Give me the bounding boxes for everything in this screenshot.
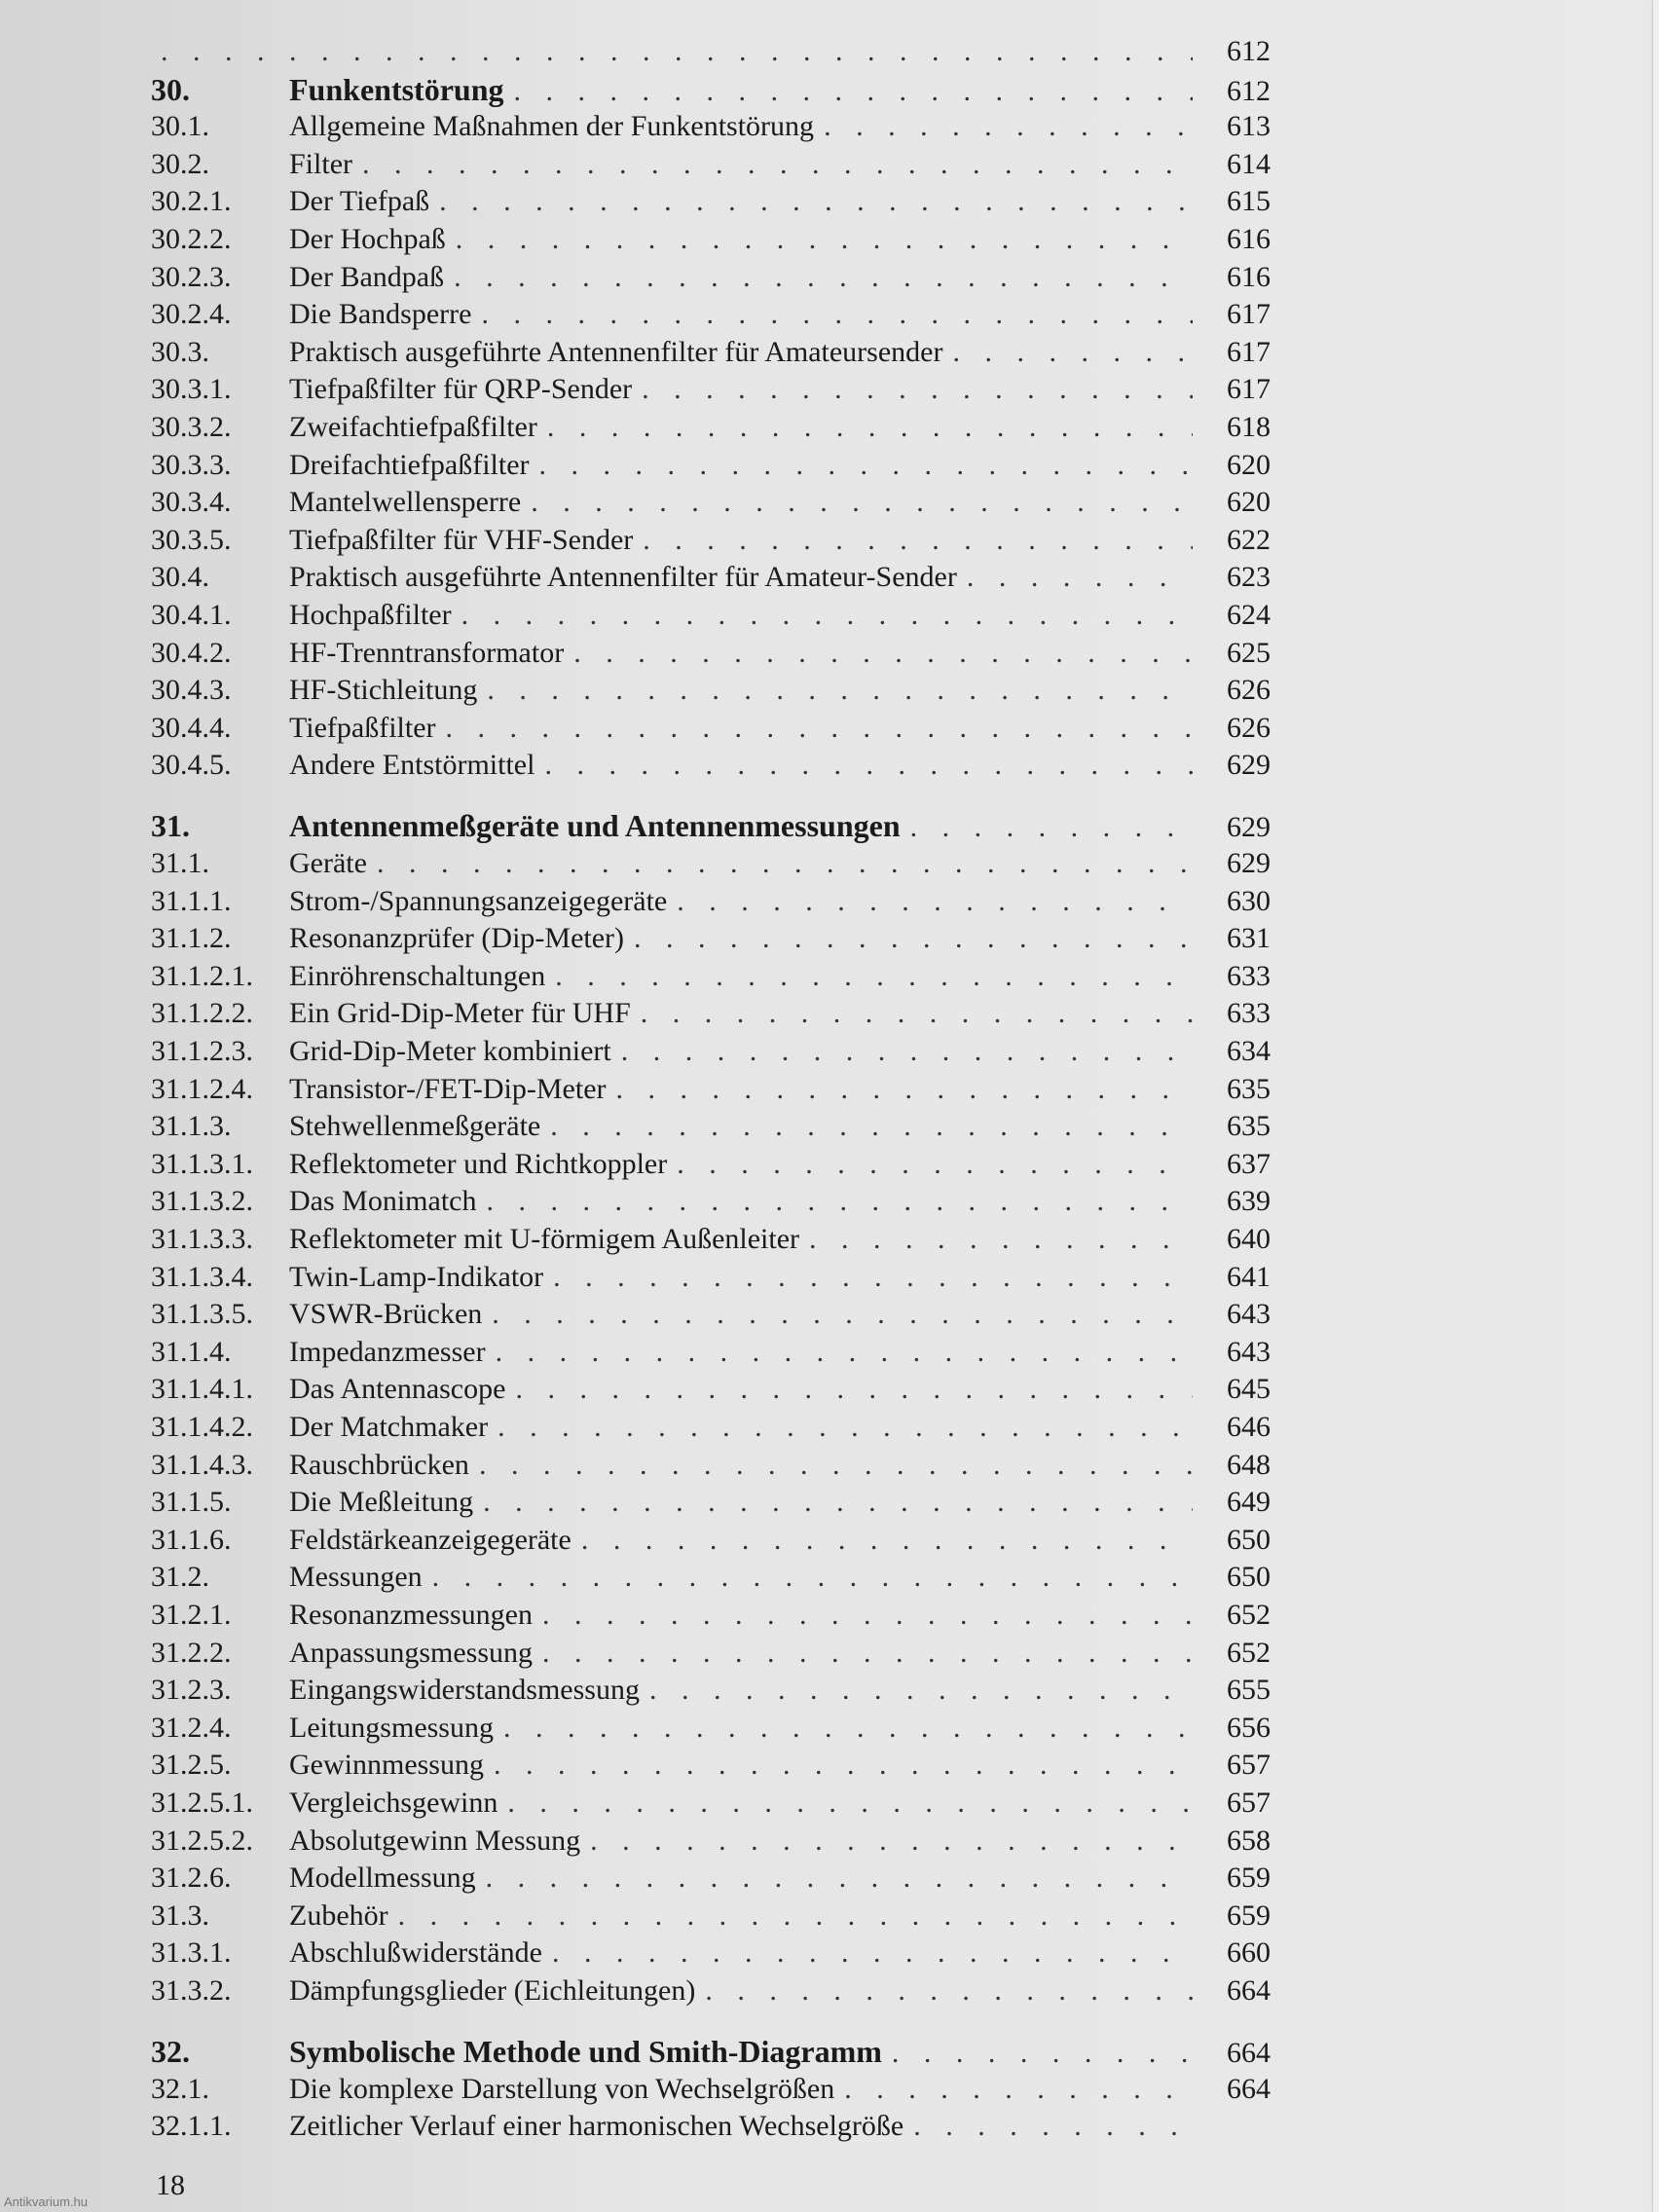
toc-page-number: 630	[1227, 884, 1271, 917]
toc-leader-dots	[844, 2070, 1193, 2109]
toc-page-number: 629	[1227, 847, 1271, 879]
toc-section-title: Zweifachtiefpaßfilter	[289, 411, 537, 443]
toc-row	[151, 1107, 1271, 1146]
toc-section-title: Resonanzprüfer (Dip-Meter)	[289, 922, 625, 955]
toc-leader-dots	[677, 1145, 1193, 1184]
toc-page-number: 658	[1227, 1824, 1271, 1857]
toc-leader-dots	[461, 596, 1193, 635]
toc-section-number: 30.4.4.	[151, 711, 232, 744]
toc-section-number: 31.1.3.	[151, 1110, 232, 1143]
toc-section-number: 31.1.2.3.	[151, 1035, 253, 1067]
toc-section-title: HF-Stichleitung	[289, 674, 478, 707]
toc-section-number: 31.3.	[151, 1899, 209, 1932]
toc-section-title: Twin-Lamp-Indikator	[289, 1260, 544, 1293]
toc-section-title: Funkentstörung	[289, 71, 504, 107]
toc-section-number: 30.2.2.	[151, 223, 232, 255]
toc-row	[151, 446, 1271, 485]
toc-page-number: 629	[1227, 811, 1271, 844]
toc-leader-dots	[634, 919, 1193, 958]
toc-section-number: 31.1.1.	[151, 884, 232, 917]
toc-section-number: 31.1.3.4.	[151, 1260, 253, 1293]
toc-leader-dots	[362, 145, 1193, 184]
toc-page-number: 626	[1227, 674, 1271, 707]
toc-leader-dots	[809, 1220, 1193, 1259]
toc-page-number: 617	[1227, 298, 1271, 331]
toc-page-number: 633	[1227, 997, 1271, 1030]
toc-leader-dots	[439, 182, 1193, 221]
toc-row	[151, 1446, 1271, 1485]
toc-row	[151, 1859, 1271, 1898]
toc-section-number: 31.1.4.2.	[151, 1411, 253, 1443]
toc-section-number: 31.1.2.	[151, 922, 232, 955]
toc-row	[151, 1370, 1271, 1409]
toc-section-title: Einröhrenschaltungen	[289, 959, 546, 992]
toc-section-number: 30.2.	[151, 147, 209, 180]
toc-section-title: Filter	[289, 147, 352, 180]
toc-leader-dots	[492, 1295, 1193, 1334]
toc-row	[151, 521, 1271, 560]
toc-page-number: 664	[1227, 2072, 1271, 2105]
toc-page-number: 620	[1227, 448, 1271, 481]
toc-leader-dots	[553, 1258, 1193, 1297]
toc-section-number: 30.3.3.	[151, 448, 232, 481]
toc-leader-dots	[544, 746, 1193, 785]
toc-section-title: Der Matchmaker	[289, 1411, 489, 1443]
toc-section-number: 30.1.	[151, 110, 209, 143]
toc-row	[151, 1897, 1271, 1936]
toc-row	[151, 1784, 1271, 1823]
toc-page-number: 656	[1227, 1711, 1271, 1744]
toc-section-title: Praktisch ausgeführte Antennenfilter für Amateur-Sender	[289, 561, 957, 594]
toc-page-number: 655	[1227, 1674, 1271, 1707]
toc-section-title: Rauschbrücken	[289, 1448, 469, 1481]
toc-leader-dots	[514, 72, 1194, 111]
toc-row	[151, 145, 1271, 184]
toc-page-number: 633	[1227, 959, 1271, 992]
toc-section-title: Leitungsmessung	[289, 1711, 494, 1744]
toc-page-number: 657	[1227, 1749, 1271, 1782]
toc-row	[151, 1145, 1271, 1184]
toc-section-number: 31.1.4.	[151, 1335, 232, 1368]
toc-row	[151, 1709, 1271, 1748]
toc-leader-dots	[481, 295, 1193, 334]
toc-page-number: 614	[1227, 147, 1271, 180]
toc-page-number: 650	[1227, 1561, 1271, 1594]
toc-leader-dots	[454, 258, 1193, 297]
toc-leader-dots	[913, 2107, 1193, 2146]
toc-row	[151, 333, 1271, 372]
toc-section-number: 31.1.2.2.	[151, 997, 253, 1030]
toc-section-title: Messungen	[289, 1561, 423, 1594]
toc-leader-dots	[824, 107, 1193, 146]
toc-row	[151, 1521, 1271, 1560]
toc-leader-dots	[581, 1521, 1193, 1560]
toc-page-number: 643	[1227, 1335, 1271, 1368]
toc-section-number: 31.1.4.3.	[151, 1448, 253, 1481]
toc-leader-dots	[892, 2034, 1193, 2073]
toc-section-number: 30.4.2.	[151, 636, 232, 669]
toc-leader-dots	[952, 333, 1193, 372]
toc-leader-dots	[542, 1634, 1193, 1673]
toc-section-number: 31.1.	[151, 847, 209, 879]
toc-leader-dots	[503, 1709, 1193, 1748]
watermark: Antikvarium.hu	[4, 2194, 88, 2209]
toc-row	[151, 919, 1271, 958]
toc-row	[151, 1596, 1271, 1635]
toc-row	[151, 1558, 1271, 1597]
toc-section-title: Dämpfungsglieder (Eichleitungen)	[289, 1974, 696, 2007]
toc-section-number: 30.3.	[151, 335, 209, 368]
toc-leader-dots	[398, 1897, 1193, 1936]
toc-leader-dots	[498, 1408, 1193, 1447]
toc-page-number: 615	[1227, 185, 1271, 218]
toc-leader-dots	[446, 709, 1193, 748]
toc-row	[151, 1746, 1271, 1785]
toc-row	[151, 1634, 1271, 1673]
toc-leader-dots	[487, 671, 1193, 710]
toc-row	[151, 596, 1271, 635]
toc-leader-dots	[616, 1070, 1193, 1109]
toc-section-title: Symbolische Methode und Smith-Diagramm	[289, 2034, 882, 2069]
toc-row	[151, 1972, 1271, 2010]
page-edge	[1653, 0, 1659, 2212]
toc-page-number: 650	[1227, 1523, 1271, 1556]
toc-page-number: 634	[1227, 1035, 1271, 1067]
toc-section-title: Tiefpaßfilter für VHF-Sender	[289, 523, 634, 556]
toc-page-number: 639	[1227, 1185, 1271, 1218]
toc-section-number: 30.2.1.	[151, 185, 232, 218]
toc-row	[151, 258, 1271, 297]
toc-page-number: 641	[1227, 1260, 1271, 1293]
toc-page-number: 625	[1227, 636, 1271, 669]
toc-section-title: Modellmessung	[289, 1862, 476, 1895]
toc-row	[151, 882, 1271, 921]
toc-row	[151, 1934, 1271, 1972]
toc-chapter-row	[151, 806, 1271, 845]
toc-leader-dots	[573, 634, 1193, 673]
toc-leader-dots	[643, 521, 1193, 560]
toc-section-number: 31.1.5.	[151, 1486, 232, 1519]
toc-page-number: 629	[1227, 749, 1271, 782]
toc-section-title: Tiefpaßfilter	[289, 711, 436, 744]
toc-section-title: Gewinnmessung	[289, 1749, 484, 1782]
toc-section-title: Absolutgewinn Messung	[289, 1824, 581, 1857]
toc-section-title: Stehwellenmeßgeräte	[289, 1110, 541, 1143]
toc-page-number: 616	[1227, 223, 1271, 255]
toc-section-number: 30.4.5.	[151, 749, 232, 782]
toc-leader-dots	[550, 1107, 1193, 1146]
toc-section-number: 31.3.1.	[151, 1936, 232, 1970]
toc-section-number: 31.	[151, 808, 190, 844]
toc-leader-dots	[486, 1859, 1193, 1898]
toc-leader-dots	[377, 844, 1193, 883]
toc-page-number: 617	[1227, 335, 1271, 368]
toc-row	[151, 408, 1271, 447]
toc-leader-dots	[542, 1596, 1193, 1635]
toc-section-number: 32.	[151, 2034, 190, 2069]
toc-section-number: 31.1.6.	[151, 1523, 232, 1556]
toc-section-title: Die Meßleitung	[289, 1486, 474, 1519]
toc-section-number: 31.2.1.	[151, 1599, 232, 1631]
toc-leader-dots	[483, 1483, 1193, 1522]
toc-section-number: 30.2.4.	[151, 298, 232, 331]
toc-section-title: VSWR-Brücken	[289, 1298, 483, 1331]
toc-leader-dots	[507, 1784, 1193, 1823]
toc-section-title: Feldstärkeanzeigegeräte	[289, 1523, 571, 1556]
toc-leader-dots	[910, 808, 1193, 847]
toc-row	[151, 634, 1271, 673]
toc-section-title: Tiefpaßfilter für QRP-Sender	[289, 373, 633, 406]
toc-leader-dots	[641, 994, 1193, 1033]
toc-leader-dots	[486, 1182, 1193, 1221]
toc-page-number: 623	[1227, 561, 1271, 594]
toc-section-title: Impedanzmesser	[289, 1335, 486, 1368]
toc-section-number: 30.4.3.	[151, 674, 232, 707]
toc-section-number: 30.3.2.	[151, 411, 232, 443]
toc-section-title: Grid-Dip-Meter kombiniert	[289, 1035, 611, 1067]
toc-section-title: Das Monimatch	[289, 1185, 477, 1218]
toc-page-number: 622	[1227, 523, 1271, 556]
toc-chapter-row	[151, 70, 1271, 109]
toc-section-title: Eingangswiderstandsmessung	[289, 1674, 640, 1707]
toc-leader-dots	[967, 558, 1193, 597]
toc-section-title: Geräte	[289, 847, 367, 879]
toc-page-number: 631	[1227, 922, 1271, 955]
toc-leader-dots	[552, 1934, 1193, 1972]
toc-section-title: Strom-/Spannungsanzeigegeräte	[289, 884, 668, 917]
toc-section-title: Anpassungsmessung	[289, 1636, 534, 1669]
toc-row	[151, 1258, 1271, 1297]
toc-row	[151, 1070, 1271, 1109]
toc-section-number: 31.2.5.1.	[151, 1787, 253, 1819]
toc-row	[151, 844, 1271, 883]
toc-section-number: 31.2.6.	[151, 1862, 232, 1895]
toc-leader-dots	[531, 483, 1193, 522]
toc-leader-dots	[547, 408, 1193, 447]
toc-section-title: Dreifachtiefpaßfilter	[289, 448, 530, 481]
toc-page-number: 620	[1227, 486, 1271, 519]
toc-section-title: Resonanzmessungen	[289, 1599, 533, 1631]
toc-section-number: 32.1.1.	[151, 2110, 232, 2143]
toc-section-number: 32.1.	[151, 2072, 209, 2105]
toc-page-number: 646	[1227, 1411, 1271, 1443]
toc-section-title: Die komplexe Darstellung von Wechselgrößen	[289, 2072, 835, 2105]
toc-section-title: Ein Grid-Dip-Meter für UHF	[289, 997, 631, 1030]
toc-row	[151, 370, 1271, 409]
toc-section-number: 31.2.5.2.	[151, 1824, 253, 1857]
toc-leader-dots	[456, 220, 1193, 259]
toc-section-number: 31.1.3.1.	[151, 1147, 253, 1180]
toc-page-number: 613	[1227, 110, 1271, 143]
toc-row	[151, 558, 1271, 597]
toc-section-number: 31.1.3.2.	[151, 1185, 253, 1218]
toc-page-number: 626	[1227, 711, 1271, 744]
toc-section-title: Allgemeine Maßnahmen der Funkentstörung	[289, 110, 815, 143]
toc-leader-dots	[677, 882, 1193, 921]
toc-section-title: Transistor-/FET-Dip-Meter	[289, 1072, 607, 1105]
toc-section-title: Das Antennascope	[289, 1373, 506, 1406]
toc-page-number: 659	[1227, 1862, 1271, 1895]
toc-page-number: 635	[1227, 1110, 1271, 1143]
toc-page-number: 648	[1227, 1448, 1271, 1481]
toc-row	[151, 182, 1271, 221]
toc-section-number: 30.4.1.	[151, 599, 232, 631]
toc-row	[151, 1182, 1271, 1221]
toc-row	[151, 671, 1271, 710]
toc-row	[151, 1220, 1271, 1259]
toc-section-title: Vergleichsgewinn	[289, 1787, 498, 1819]
toc-section-number: 30.3.4.	[151, 486, 232, 519]
toc-row	[151, 709, 1271, 748]
toc-leader-dots	[621, 1032, 1193, 1071]
toc-section-title: Reflektometer mit U-förmigem Außenleiter	[289, 1223, 800, 1255]
toc-page-number: 645	[1227, 1373, 1271, 1406]
toc-page-number: 660	[1227, 1936, 1271, 1970]
toc-page-number: 652	[1227, 1599, 1271, 1631]
toc-section-title: HF-Trenntransformator	[289, 636, 565, 669]
toc-page-number: 637	[1227, 1147, 1271, 1180]
toc-row	[151, 1408, 1271, 1447]
toc-section-number: 30.2.3.	[151, 260, 232, 293]
toc-leader-dots	[539, 446, 1193, 485]
page-number: 18	[156, 2169, 185, 2201]
toc-section-number: 30.3.5.	[151, 523, 232, 556]
toc-section-number: 31.1.4.1.	[151, 1373, 253, 1406]
toc-section-title: Zubehör	[289, 1899, 388, 1932]
toc-section-number: 31.2.5.	[151, 1749, 232, 1782]
toc-page-number: 616	[1227, 260, 1271, 293]
toc-section-title: Der Bandpaß	[289, 260, 445, 293]
toc-section-title: Zeitlicher Verlauf einer harmonischen Wechselgröße	[289, 2110, 904, 2143]
toc-row	[151, 220, 1271, 259]
toc-section-title: Reflektometer und Richtkoppler	[289, 1147, 668, 1180]
toc-leader-dots	[705, 1972, 1193, 2010]
toc-chapter-row	[151, 2032, 1271, 2071]
toc-leader-dots	[515, 1370, 1193, 1409]
toc-leader-dots	[479, 1446, 1193, 1485]
toc-leader-dots	[161, 32, 1193, 71]
toc-leader-dots	[649, 1671, 1193, 1710]
toc-section-number: 31.2.2.	[151, 1636, 232, 1669]
toc-section-number: 31.1.2.4.	[151, 1072, 253, 1105]
toc-leader-dots	[590, 1822, 1193, 1861]
toc-row	[151, 2107, 1271, 2146]
toc-leader-dots	[494, 1746, 1193, 1785]
toc-row	[151, 1671, 1271, 1710]
toc-section-title: Antennenmeßgeräte und Antennenmessungen	[289, 808, 901, 844]
toc-section-number: 30.3.1.	[151, 373, 232, 406]
toc-page-number: 664	[1227, 1974, 1271, 2007]
toc-page-number: 664	[1227, 2037, 1271, 2069]
toc-page-number: 618	[1227, 411, 1271, 443]
toc-section-number: 31.1.2.1.	[151, 959, 253, 992]
toc-row	[151, 107, 1271, 146]
toc-row	[151, 1333, 1271, 1372]
toc-page-number: 617	[1227, 373, 1271, 406]
toc-page-number: 659	[1227, 1899, 1271, 1932]
toc-section-title: Der Hochpaß	[289, 223, 446, 255]
toc-row	[151, 1483, 1271, 1522]
toc-section-number: 31.1.3.5.	[151, 1298, 253, 1331]
toc-page-number: 635	[1227, 1072, 1271, 1105]
toc-page-number: 657	[1227, 1787, 1271, 1819]
toc-page-number: 643	[1227, 1298, 1271, 1331]
toc-section-number: 31.2.4.	[151, 1711, 232, 1744]
toc-section-number: 31.1.3.3.	[151, 1223, 253, 1255]
toc-page-number: 612	[1227, 35, 1271, 67]
toc-row	[151, 746, 1271, 785]
toc-page-number: 640	[1227, 1223, 1271, 1255]
toc-page-number: 612	[1227, 74, 1271, 107]
toc-row	[151, 1032, 1271, 1071]
toc-leader-dots	[642, 370, 1193, 409]
toc-row	[151, 994, 1271, 1033]
toc-row	[151, 483, 1271, 522]
toc-section-title: Praktisch ausgeführte Antennenfilter für Amateursender	[289, 335, 943, 368]
toc-row	[151, 1822, 1271, 1861]
toc-leader-dots	[555, 957, 1193, 996]
toc-page-number: 649	[1227, 1486, 1271, 1519]
toc-row	[151, 957, 1271, 996]
toc-section-title: Die Bandsperre	[289, 298, 472, 331]
toc-row	[151, 1295, 1271, 1334]
toc-page-number: 624	[1227, 599, 1271, 631]
toc-section-number: 31.2.	[151, 1561, 209, 1594]
toc-leader-dots	[496, 1333, 1193, 1372]
toc-leader-dots	[432, 1558, 1193, 1597]
toc-row	[151, 32, 1271, 71]
toc-row	[151, 2070, 1271, 2109]
toc-section-number: 30.	[151, 71, 190, 107]
toc-section-number: 31.3.2.	[151, 1974, 232, 2007]
toc-page-number: 652	[1227, 1636, 1271, 1669]
toc-section-number: 30.4.	[151, 561, 209, 594]
toc-section-title: Andere Entstörmittel	[289, 749, 535, 782]
toc-section-title: Hochpaßfilter	[289, 599, 452, 631]
toc-section-number: 31.2.3.	[151, 1674, 232, 1707]
toc-row	[151, 295, 1271, 334]
toc-section-title: Mantelwellensperre	[289, 486, 522, 519]
toc-section-title: Der Tiefpaß	[289, 185, 430, 218]
toc-section-title: Abschlußwiderstände	[289, 1936, 542, 1970]
